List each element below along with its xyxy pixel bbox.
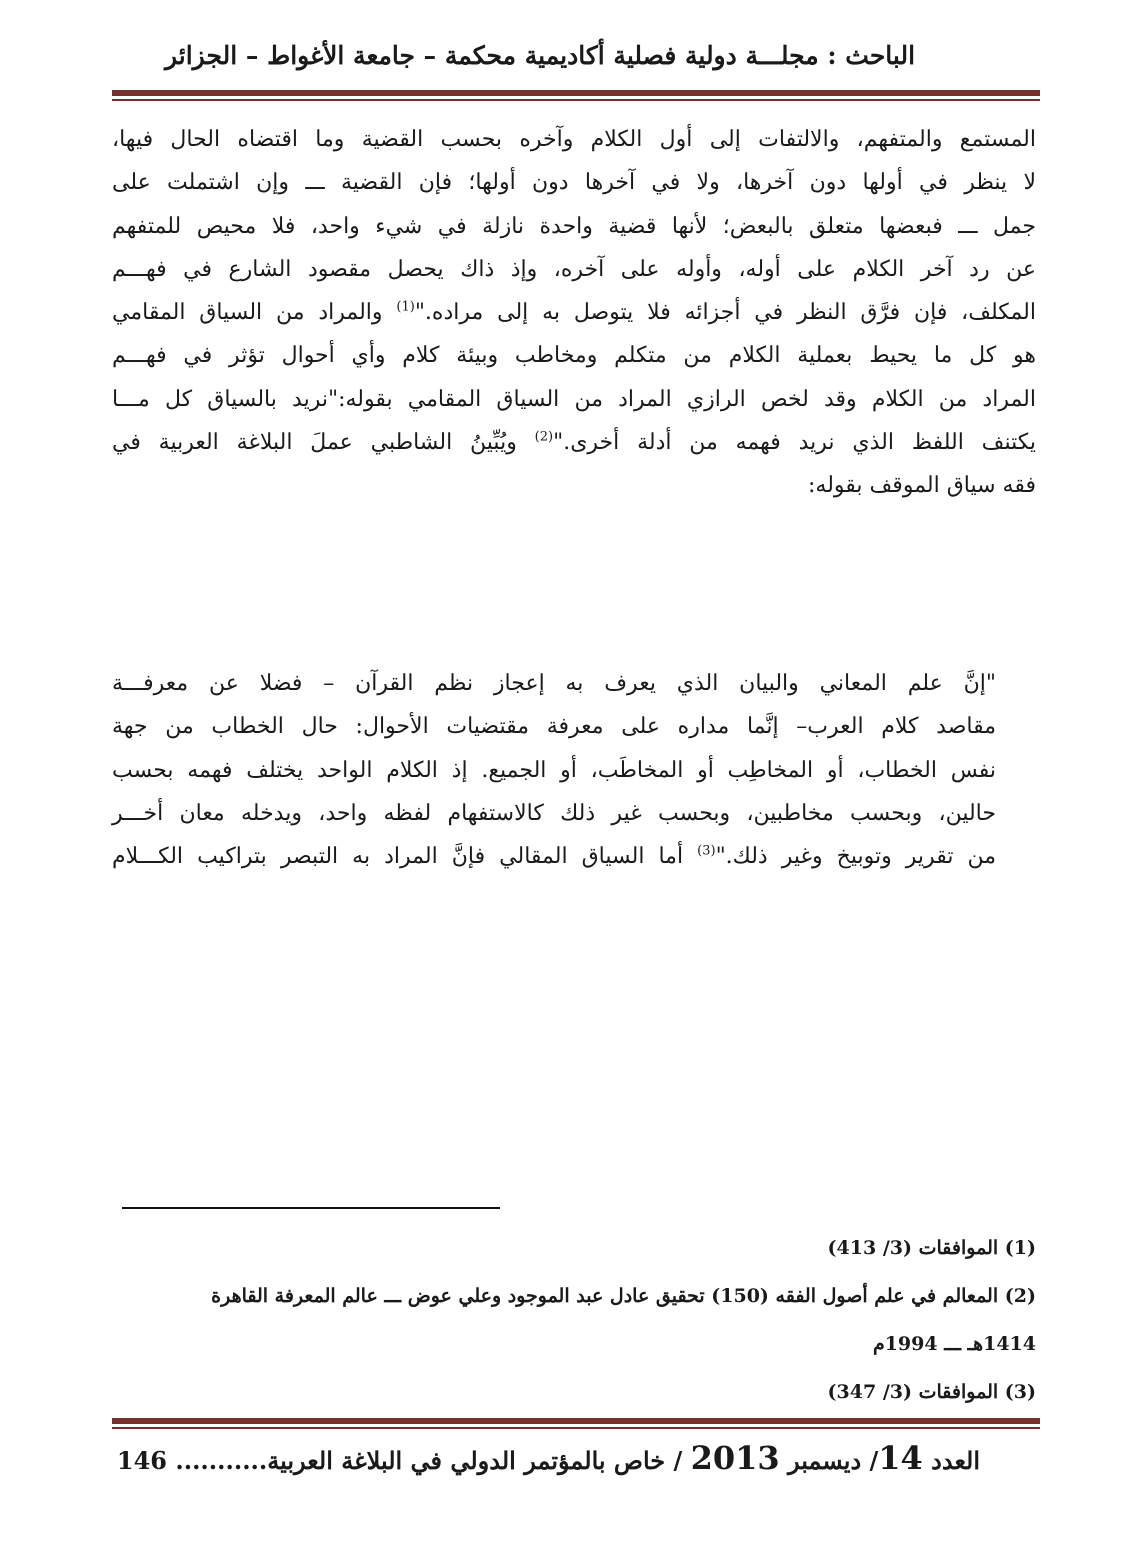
header-rule-thin <box>112 99 1040 101</box>
text-line: مقاصد كلام العرب– إنَّما مداره على معرفة مقتضيات الأحوال: حال الخطاب من جهة <box>112 714 996 740</box>
text-line: حالين، وبحسب مخاطبين، وبحسب غير ذلك كالاستفهام لفظه واحد، ويدخله معان أخـــر <box>112 800 996 826</box>
issue-number: 14 <box>878 1439 923 1477</box>
footnote-ref-3[interactable]: (3) <box>697 843 716 859</box>
page-number: 146 <box>116 1446 167 1475</box>
text-line <box>112 835 1036 878</box>
footnote-ref-2[interactable]: (2) <box>534 429 554 445</box>
text-line <box>112 421 1036 464</box>
footnote-2-continued: 1414هـ ـــ 1994م <box>872 1333 1036 1355</box>
text-segment: يكتنف اللفظ الذي نريد فهمه من أدلة أخرى." <box>553 430 1036 456</box>
text-line <box>112 291 1036 334</box>
text-line: لا ينظر في أولها دون آخرها، ولا في آخرها دون أولها؛ فإن القضية ـــ وإن اشتملت على <box>112 170 1036 196</box>
header-rule-thick <box>112 90 1040 96</box>
text-segment: ويُبِّينُ الشاطبي عملَ البلاغة العربية في <box>112 430 517 456</box>
footnotes <box>120 1224 1036 1416</box>
footnote-number: (2) <box>1004 1285 1036 1307</box>
text-segment: والمراد من السياق المقامي <box>112 300 383 326</box>
footnote-3 <box>120 1368 1036 1416</box>
footer-rule-thick <box>112 1418 1040 1424</box>
footnote-ref-1[interactable]: (1) <box>396 299 415 315</box>
paragraph-1 <box>112 118 1036 508</box>
page-footer <box>116 1438 980 1481</box>
text-segment: المكلف، فإن فرَّق النظر في أجزائه فلا يتوصل به إلى مراده." <box>414 300 1036 326</box>
text-line: هو كل ما يحيط بعملية الكلام من متكلم ومخاطب وبيئة كلام وأي أحوال تؤثر في فهـــم <box>112 343 1036 369</box>
text-line: المراد من الكلام وقد لخص الرازي المراد من السياق المقامي بقوله:"نريد بالسياق كل مـــا <box>112 386 1036 412</box>
issue-year: 2013 <box>690 1439 780 1477</box>
footer-rule-thin <box>112 1427 1040 1429</box>
footnote-text: المعالم في علم أصول الفقه (150) تحقيق عادل عبد الموجود وعلي عوض ـــ عالم المعرفة القاهرة <box>211 1285 999 1307</box>
issue-label: العدد <box>931 1446 980 1475</box>
footnote-number: (1) <box>1004 1237 1036 1259</box>
text-line: نفس الخطاب، أو المخاطِب أو المخاطَب، أو الجميع. إذ الكلام الواحد يختلف فهمه بحسب <box>112 757 996 783</box>
text-line: عن رد آخر الكلام على أوله، وأوله على آخره، وإذ ذاك يحصل مقصود الشارع في فهـــم <box>112 256 1036 282</box>
journal-header <box>110 38 970 74</box>
text-line: فقه سياق الموقف بقوله: <box>808 473 1036 499</box>
footnote-text: الموافقات (3/ 413) <box>827 1237 999 1259</box>
special-issue-note: / خاص بالمؤتمر الدولي في البلاغة العربية........... <box>175 1446 683 1475</box>
journal-title: الباحث : مجلـــة دولية فصلية أكاديمية محكمة – جامعة الأغواط – الجزائر <box>164 41 916 70</box>
footnote-2 <box>120 1272 1036 1320</box>
issue-month: / ديسمبر <box>788 1446 879 1475</box>
paragraph-2-quote <box>112 662 1036 878</box>
footnote-separator <box>122 1207 500 1209</box>
text-line: المستمع والمتفهم، والالتفات إلى أول الكلام وآخره بحسب القضية وما اقتضاه الحال فيها، <box>112 127 1036 152</box>
footnote-text: الموافقات (3/ 347) <box>827 1381 999 1403</box>
text-segment: من تقرير وتوبيخ وغير ذلك." <box>715 844 997 870</box>
text-line: جمل ـــ فبعضها متعلق بالبعض؛ لأنها قضية واحدة نازلة في شيء واحد، فلا محيص للمتفهم <box>112 213 1036 239</box>
text-segment: أما السياق المقالي فإنَّ المراد به التبصر بتراكيب الكـــلام <box>112 844 684 870</box>
text-line: "إنَّ علم المعاني والبيان الذي يعرف به إعجاز نظم القرآن – فضلا عن معرفـــة <box>112 671 996 696</box>
footnote-number: (3) <box>1004 1381 1036 1403</box>
footnote-1 <box>120 1224 1036 1272</box>
